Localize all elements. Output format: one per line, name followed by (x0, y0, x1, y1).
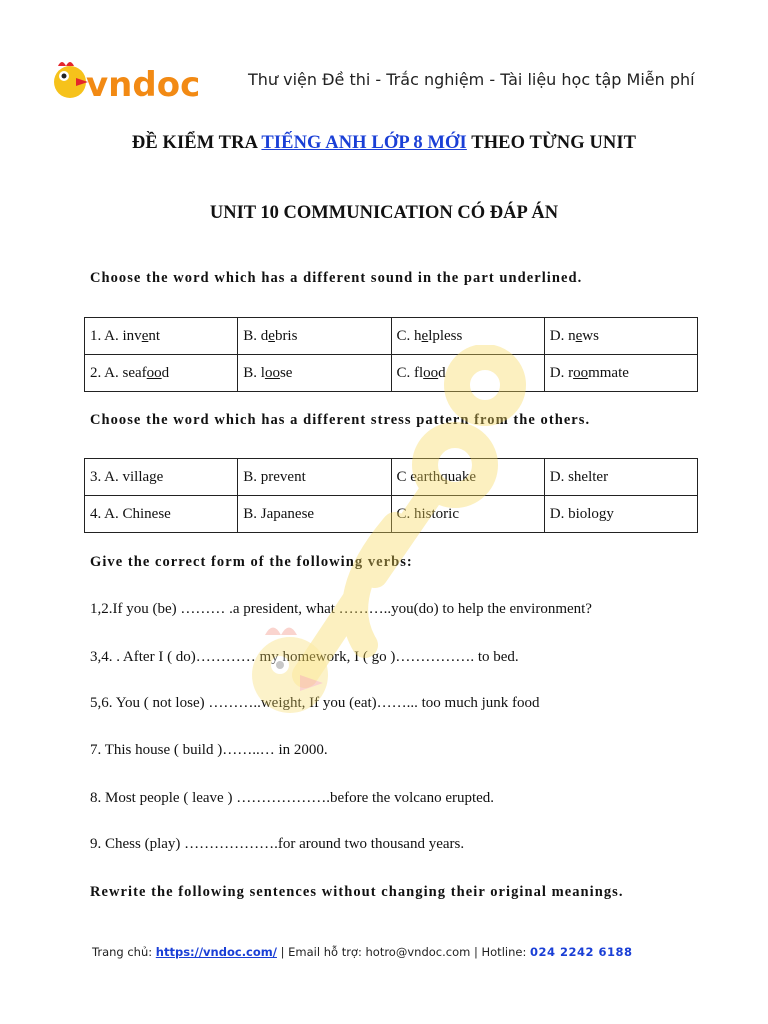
section3-instruction: Give the correct form of the following verbs: (90, 554, 413, 570)
title-link[interactable]: TIẾNG ANH LỚP 8 MỚI (261, 133, 467, 153)
footer-home-link[interactable]: https://vndoc.com/ (155, 945, 277, 959)
option-cell: C. flood (391, 355, 544, 392)
section1-instruction: Choose the word which has a different sound in the part underlined. (90, 270, 583, 286)
verb-question-line: 1,2.If you (be) ……… .a president, what ………..you(do) to help the environment? (90, 601, 592, 617)
option-cell: 1. A. invent (85, 318, 238, 355)
option-cell: B. Japanese (238, 496, 391, 533)
sound-question-table (84, 317, 698, 392)
table-row (85, 496, 698, 533)
table-row (85, 459, 698, 496)
header-tagline: Thư viện Đề thi - Trắc nghiệm - Tài liệu học tập Miễn phí (248, 70, 695, 89)
page-header (48, 58, 738, 108)
option-cell: C. historic (391, 496, 544, 533)
option-cell: D. biology (544, 496, 697, 533)
option-cell: 2. A. seafood (85, 355, 238, 392)
verb-question-line: 9. Chess (play) ……………….for around two thousand years. (90, 836, 465, 852)
option-cell: C earthquake (391, 459, 544, 496)
title-suffix: THEO TỪNG UNIT (466, 133, 637, 153)
option-cell: 4. A. Chinese (85, 496, 238, 533)
option-cell: D. shelter (544, 459, 697, 496)
option-cell: D. roommate (544, 355, 697, 392)
verb-question-line: 5,6. You ( not lose) ………..weight, If you (eat)……... too much junk food (90, 695, 540, 711)
page-footer (92, 945, 633, 959)
title-prefix: ĐỀ KIỂM TRA (131, 133, 262, 153)
page-title (0, 133, 768, 154)
footer-email-text: | Email hỗ trợ: hotro@vndoc.com | Hotline: (276, 945, 530, 959)
verb-question-line: 7. This house ( build )……..… in 2000. (90, 742, 328, 758)
section4-instruction: Rewrite the following sentences without changing their original meanings. (90, 884, 624, 900)
logo-text: vndoc (86, 65, 201, 105)
stress-question-table (84, 458, 698, 533)
table-row (85, 318, 698, 355)
option-cell: D. news (544, 318, 697, 355)
option-cell: 3. A. village (85, 459, 238, 496)
footer-hotline: 024 2242 6188 (529, 945, 633, 959)
footer-home-label: Trang chủ: (92, 945, 156, 959)
verb-question-line: 3,4. . After I ( do)………… my homework, I ( go )……………. to bed. (90, 649, 519, 665)
option-cell: B. debris (238, 318, 391, 355)
option-cell: B. prevent (238, 459, 391, 496)
option-cell: C. helpless (391, 318, 544, 355)
page-subtitle: UNIT 10 COMMUNICATION CÓ ĐÁP ÁN (209, 203, 559, 223)
verb-question-line: 8. Most people ( leave ) ……………….before the volcano erupted. (90, 790, 495, 806)
section2-instruction: Choose the word which has a different stress pattern from the others. (90, 412, 591, 428)
option-cell: B. loose (238, 355, 391, 392)
vndoc-logo[interactable] (48, 58, 228, 106)
table-row (85, 355, 698, 392)
